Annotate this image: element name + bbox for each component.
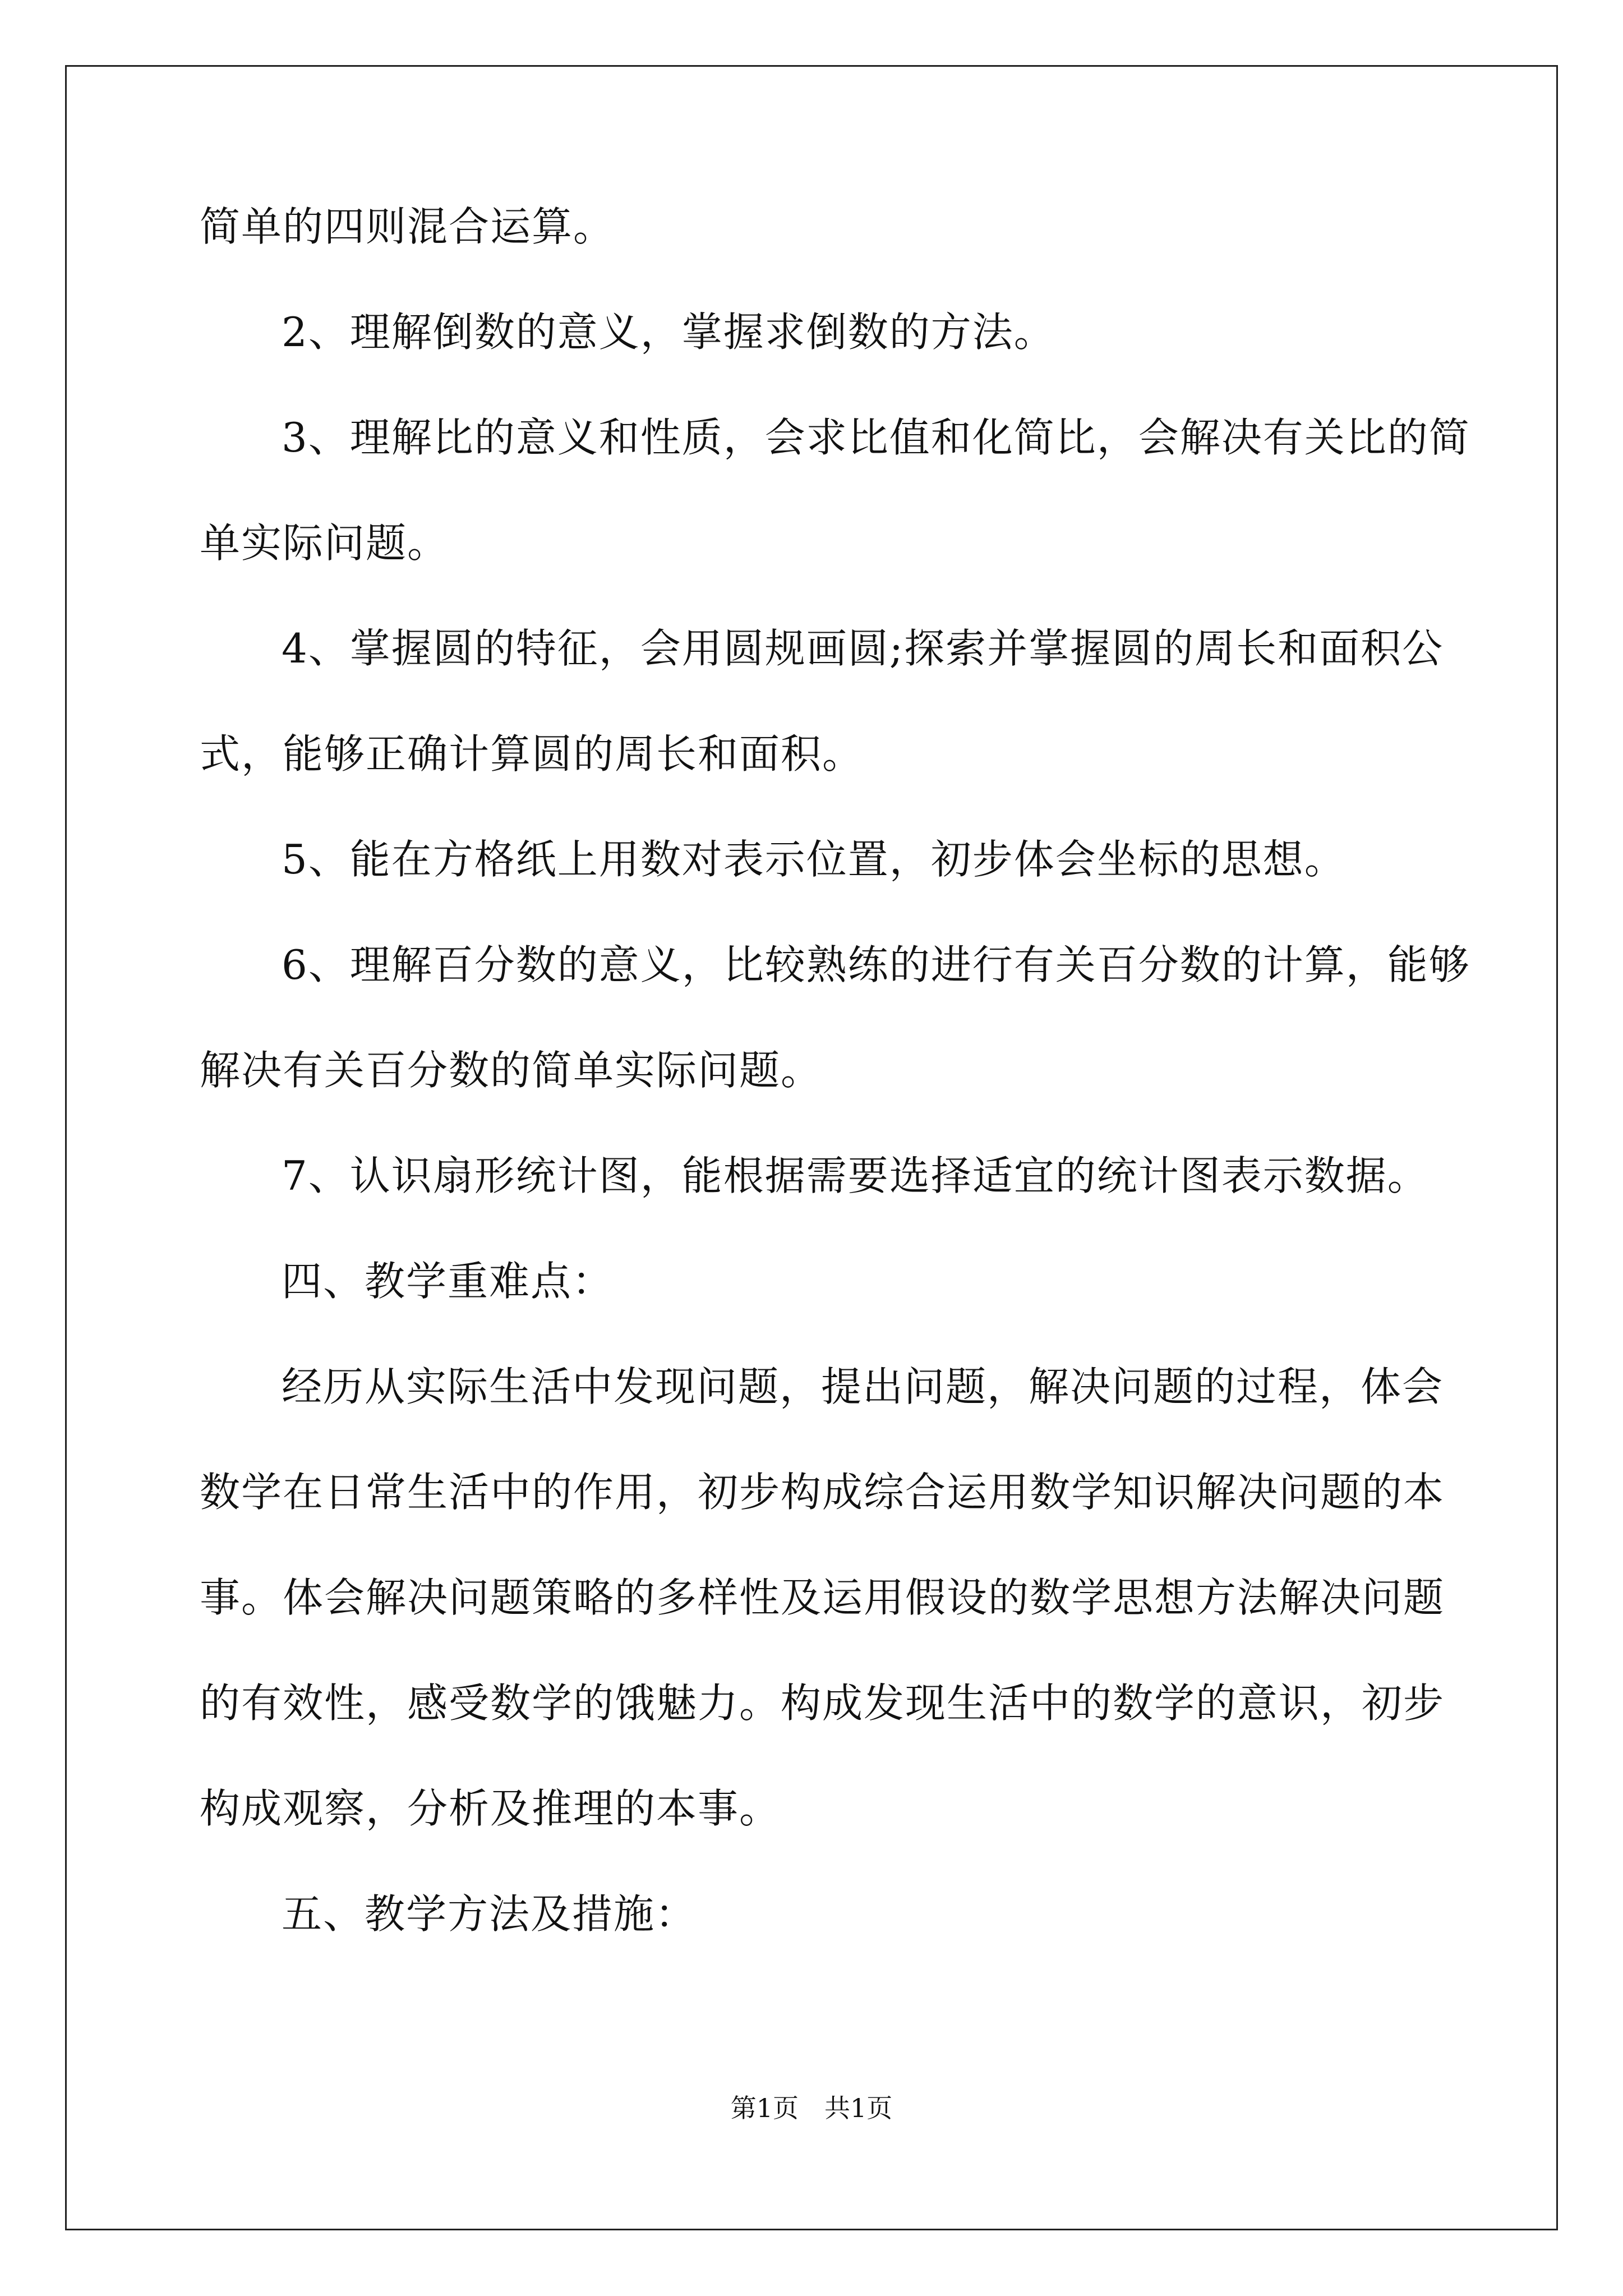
text-line-10: 7、认识扇形统计图，能根据需要选择适宜的统计图表示数据。	[282, 1152, 1429, 1199]
section-heading-5: 五、教学方法及措施：	[282, 1890, 697, 1938]
text-line-8: 6、理解百分数的意义，比较熟练的进行有关百分数的计算，能够	[282, 941, 1470, 988]
section-heading-4: 四、教学重难点：	[282, 1258, 614, 1305]
text-line-16: 构成观察，分析及推理的本事。	[200, 1785, 781, 1832]
text-line-1: 简单的四则混合运算。	[200, 203, 615, 250]
text-line-13: 数学在日常生活中的作用，初步构成综合运用数学知识解决问题的本	[200, 1469, 1445, 1516]
text-line-7: 5、能在方格纸上用数对表示位置，初步体会坐标的思想。	[282, 836, 1346, 883]
text-line-9: 解决有关百分数的简单实际问题。	[200, 1047, 823, 1094]
text-line-15: 的有效性，感受数学的饿魅力。构成发现生活中的数学的意识，初步	[200, 1680, 1445, 1727]
text-line-14: 事。体会解决问题策略的多样性及运用假设的数学思想方法解决问题	[200, 1574, 1445, 1621]
text-line-3: 3、理解比的意义和性质，会求比值和化简比，会解决有关比的简	[282, 414, 1470, 461]
text-line-5: 4、掌握圆的特征，会用圆规画圆;探索并掌握圆的周长和面积公	[282, 625, 1444, 672]
text-line-2: 2、理解倒数的意义，掌握求倒数的方法。	[282, 309, 1055, 356]
page-number-footer: 第1页 共1页	[730, 2093, 893, 2123]
text-line-4: 单实际问题。	[200, 519, 449, 567]
text-line-6: 式，能够正确计算圆的周长和面积。	[200, 730, 864, 777]
text-line-12: 经历从实际生活中发现问题，提出问题，解决问题的过程，体会	[282, 1363, 1444, 1410]
